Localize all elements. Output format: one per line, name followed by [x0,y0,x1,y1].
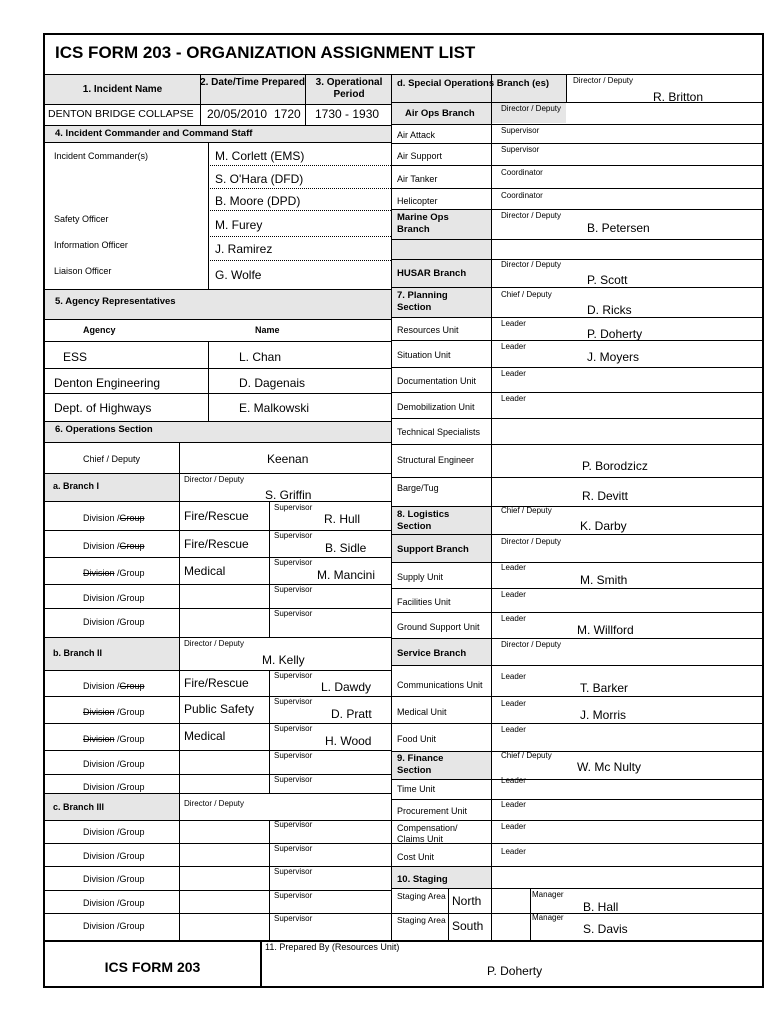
time-value[interactable]: 1720 [274,107,301,121]
ic-3[interactable]: B. Moore (DPD) [215,194,301,208]
info-label: Information Officer [54,240,128,250]
ics-203-form [43,33,764,988]
branch-b-sup-3[interactable]: H. Wood [325,734,372,748]
planning-title: 7. Planning Section [397,290,448,313]
air-support-label: Air Support [397,151,443,161]
situation-unit-label: Situation Unit [397,350,451,360]
branch-c-row-1-label: Division /Group [83,827,145,837]
branch-c-director-label: Director / Deputy [184,799,245,808]
staging-area-label-2: Staging Area [397,915,446,925]
barge-tug-label: Barge/Tug [397,483,439,493]
branch-a-div-2[interactable]: Fire/Rescue [184,537,249,551]
marine-ops-label: Marine Ops Branch [397,212,449,235]
barge-tug[interactable]: R. Devitt [582,489,629,503]
branch-c-sup-label-4: Supervisor [274,891,313,900]
op-period-value[interactable]: 1730 - 1930 [315,107,380,121]
branch-a-sup-2[interactable]: B. Sidle [325,541,367,555]
staging-manager-label-2: Manager [532,913,564,922]
documentation-leader-label: Leader [501,369,526,378]
branch-a-row-1-label: Division /Group [83,513,145,523]
comms-leader-label: Leader [501,672,526,681]
agency-row-2[interactable]: Denton Engineering [54,376,161,390]
branch-a-sup-label-2: Supervisor [274,531,313,540]
branch-c-sup-label-3: Supervisor [274,867,313,876]
finance-chief[interactable]: W. Mc Nulty [577,760,642,774]
agency-row-3[interactable]: Dept. of Highways [54,401,152,415]
facilities-leader-label: Leader [501,590,526,599]
safety-label: Safety Officer [54,214,109,224]
staging-area-1[interactable]: North [452,894,482,908]
branch-b-sup-label-5: Supervisor [274,775,313,784]
branch-b-row-5-label: Division /Group [83,782,145,792]
special-ops-title: d. Special Operations Branch (es) [397,78,550,89]
safety-officer[interactable]: M. Furey [215,218,263,232]
logistics-chief[interactable]: K. Darby [580,519,627,533]
branch-c-label: c. Branch III [53,802,105,812]
structural-engineer-label: Structural Engineer [397,455,475,465]
comms-unit-leader[interactable]: T. Barker [580,681,629,695]
demob-leader-label: Leader [501,394,526,403]
branch-c-sup-label-1: Supervisor [274,820,313,829]
husar-label: HUSAR Branch [397,268,467,279]
logistics-title: 8. Logistics Section [397,509,450,532]
branch-b-director[interactable]: M. Kelly [262,653,305,667]
branch-c-row-3-label: Division /Group [83,874,145,884]
ops-chief[interactable]: Keenan [267,452,309,466]
resources-unit-leader[interactable]: P. Doherty [587,327,643,341]
support-director-label: Director / Deputy [501,537,562,546]
branch-a-sup-label-4: Supervisor [274,585,313,594]
husar-director[interactable]: P. Scott [587,273,628,287]
tech-specialists-label: Technical Specialists [397,427,481,437]
incident-name-label: 1. Incident Name [82,84,163,95]
branch-b-div-2[interactable]: Public Safety [184,702,255,716]
info-officer[interactable]: J. Ramirez [215,242,273,256]
op-period-label: 3. Operational Period [315,77,383,100]
resources-unit-label: Resources Unit [397,325,459,335]
staging-manager-2[interactable]: S. Davis [583,922,628,936]
air-ops-director-label: Director / Deputy [501,104,562,113]
helicopter-coord-label: Coordinator [501,191,543,200]
support-branch-label: Support Branch [397,544,469,555]
branch-a-director-label: Director / Deputy [184,475,245,484]
structural-engineer[interactable]: P. Borodzicz [582,459,648,473]
documentation-unit-label: Documentation Unit [397,376,477,386]
branch-c-sup-label-2: Supervisor [274,844,313,853]
food-unit-label: Food Unit [397,734,437,744]
name-col-header: Name [255,325,280,335]
finance-title: 9. Finance Section [397,753,444,776]
husar-director-label: Director / Deputy [501,260,562,269]
branch-b-sup-label-1: Supervisor [274,671,313,680]
ops-title: 6. Operations Section [55,424,153,435]
branch-a-div-1[interactable]: Fire/Rescue [184,509,249,523]
comp-leader-label: Leader [501,822,526,831]
situation-unit-leader[interactable]: J. Moyers [587,350,640,364]
marine-director-label: Director / Deputy [501,211,562,220]
branch-b-sup-label-2: Supervisor [274,697,313,706]
branch-b-row-2-label: Division /Group [83,707,145,717]
branch-c-row-5-label: Division /Group [83,921,145,931]
comp-claims-label: Compensation/ Claims Unit [397,823,458,844]
ic-2[interactable]: S. O'Hara (DFD) [215,172,304,186]
air-ops-label: Air Ops Branch [405,108,475,119]
branch-b-row-1-label: Division /Group [83,681,145,691]
branch-a-sup-1[interactable]: R. Hull [324,512,361,526]
medical-leader-label: Leader [501,699,526,708]
staging-area-2[interactable]: South [452,919,484,933]
date-value[interactable]: 20/05/2010 [207,107,268,121]
branch-b-director-label: Director / Deputy [184,639,245,648]
form-title: ICS FORM 203 - ORGANIZATION ASSIGNMENT LIST [55,43,476,62]
service-branch-label: Service Branch [397,648,467,659]
branch-c-row-4-label: Division /Group [83,898,145,908]
planning-chief[interactable]: D. Ricks [587,303,632,317]
comms-unit-label: Communications Unit [397,680,483,690]
prepared-by-label: 11. Prepared By (Resources Unit) [265,942,400,952]
branch-b-sup-2[interactable]: D. Pratt [331,707,372,721]
agency-row-1[interactable]: ESS [63,350,88,364]
ops-chief-label: Chief / Deputy [83,454,141,464]
service-director-label: Director / Deputy [501,640,562,649]
branch-a-director[interactable]: S. Griffin [265,488,312,502]
incident-name-value[interactable]: DENTON BRIDGE COLLAPSE [48,108,194,120]
supply-leader-label: Leader [501,563,526,572]
branch-a-row-3-label: Division /Group [83,568,145,578]
supply-unit-label: Supply Unit [397,572,444,582]
staging-manager-label-1: Manager [532,890,564,899]
prepared-by[interactable]: P. Doherty [487,964,543,978]
branch-c-rows [45,820,391,940]
branch-b-div-1[interactable]: Fire/Rescue [184,676,249,690]
branch-a-rows [45,501,391,637]
branch-c-sup-label-5: Supervisor [274,914,313,923]
branch-a-sup-label-3: Supervisor [274,558,313,567]
staging-manager-1[interactable]: B. Hall [583,900,619,914]
branch-a-sup-3[interactable]: M. Mancini [317,568,376,582]
food-leader-label: Leader [501,725,526,734]
ic-1[interactable]: M. Corlett (EMS) [215,149,305,163]
procurement-leader-label: Leader [501,800,526,809]
cost-leader-label: Leader [501,847,526,856]
branch-b-row-3-label: Division /Group [83,734,145,744]
ground-support-label: Ground Support Unit [397,622,480,632]
demob-unit-label: Demobilization Unit [397,402,475,412]
liaison-label: Liaison Officer [54,266,112,276]
agency-name-1[interactable]: L. Chan [239,350,282,364]
facilities-unit-label: Facilities Unit [397,597,451,607]
planning-chief-label: Chief / Deputy [501,290,552,299]
branch-b-sup-1[interactable]: L. Dawdy [321,680,372,694]
air-attack-label: Air Attack [397,130,436,140]
branch-a-div-3[interactable]: Medical [184,564,226,578]
branch-a-sup-label-1: Supervisor [274,503,313,512]
procurement-unit-label: Procurement Unit [397,806,468,816]
marine-director[interactable]: B. Petersen [587,221,650,235]
staging-area-label-1: Staging Area [397,891,446,901]
branch-b-sup-label-4: Supervisor [274,751,313,760]
branch-b-sup-label-3: Supervisor [274,724,313,733]
special-director[interactable]: R. Britton [653,90,704,104]
branch-b-row-4-label: Division /Group [83,759,145,769]
air-tanker-label: Air Tanker [397,174,438,184]
cost-unit-label: Cost Unit [397,852,435,862]
agency-col-header: Agency [83,325,116,335]
liaison-officer[interactable]: G. Wolfe [215,268,262,282]
branch-b-label: b. Branch II [53,648,103,658]
situation-leader-label: Leader [501,342,526,351]
ic-label: Incident Commander(s) [54,151,149,161]
branch-b-div-3[interactable]: Medical [184,729,226,743]
finance-chief-label: Chief / Deputy [501,751,552,760]
branch-a-label: a. Branch I [53,481,100,491]
ground-leader-label: Leader [501,614,526,623]
branch-a-row-4-label: Division /Group [83,593,145,603]
command-title: 4. Incident Commander and Command Staff [55,128,253,139]
time-unit-label: Time Unit [397,784,436,794]
special-director-label: Director / Deputy [573,76,634,85]
helicopter-label: Helicopter [397,196,438,206]
air-attack-sup-label: Supervisor [501,126,540,135]
agency-name-2[interactable]: D. Dagenais [239,376,306,390]
air-support-sup-label: Supervisor [501,145,540,154]
agency-name-3[interactable]: E. Malkowski [239,401,310,415]
medical-unit-leader[interactable]: J. Morris [580,708,626,722]
footer-form-label: ICS FORM 203 [104,959,201,975]
ground-support-leader[interactable]: M. Willford [577,623,634,637]
branch-a-row-5-label: Division /Group [83,617,145,627]
resources-leader-label: Leader [501,319,526,328]
branch-a-sup-label-5: Supervisor [274,609,313,618]
branch-c-row-2-label: Division /Group [83,851,145,861]
branch-a-row-2-label: Division /Group [83,541,145,551]
branch-b-rows [45,670,391,793]
logistics-chief-label: Chief / Deputy [501,506,552,515]
time-leader-label: Leader [501,776,526,785]
staging-title: 10. Staging [397,874,448,885]
date-time-label: 2. Date/Time Prepared [200,77,305,88]
agency-title: 5. Agency Representatives [55,296,176,307]
air-tanker-coord-label: Coordinator [501,168,543,177]
medical-unit-label: Medical Unit [397,707,447,717]
supply-unit-leader[interactable]: M. Smith [580,573,628,587]
